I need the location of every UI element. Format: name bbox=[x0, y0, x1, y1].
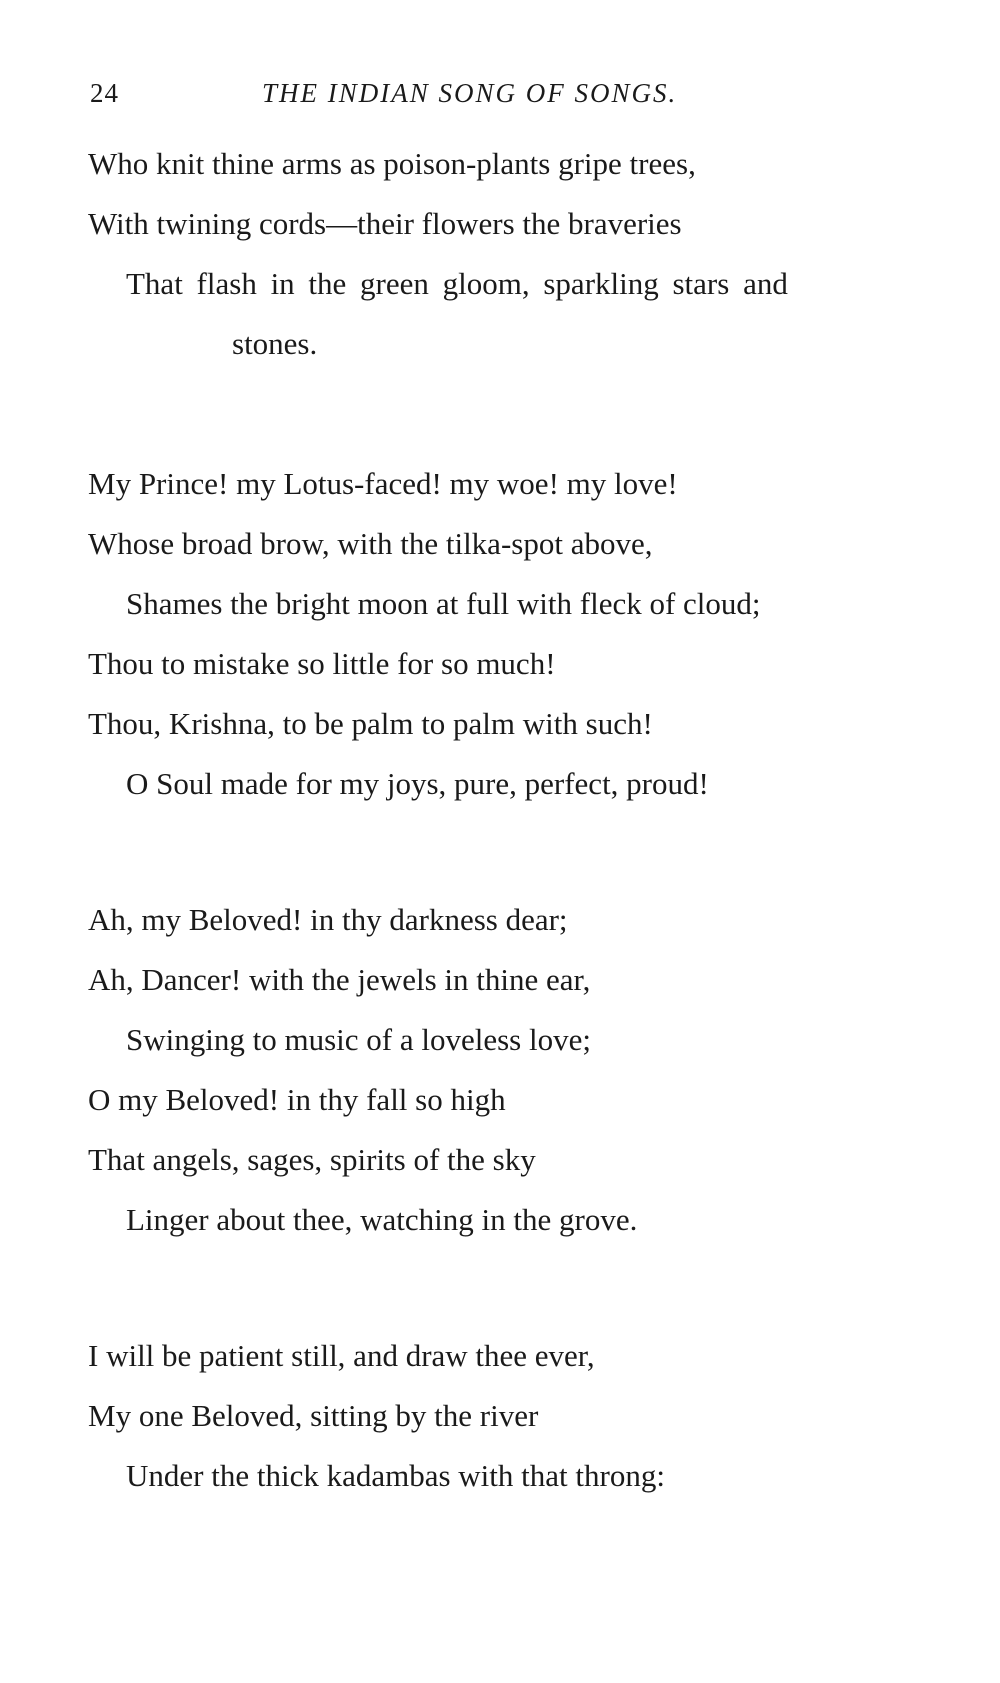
poem-line: My one Beloved, sitting by the river bbox=[88, 1398, 539, 1433]
poem-line: Ah, my Beloved! in thy darkness dear; bbox=[88, 902, 568, 937]
poem-line: Linger about thee, watching in the grove. bbox=[126, 1202, 638, 1237]
poem-line: Shames the bright moon at full with fleck of cloud; bbox=[126, 586, 761, 621]
poem-line: My Prince! my Lotus-faced! my woe! my love! bbox=[88, 466, 678, 501]
running-title: THE INDIAN SONG OF SONGS. bbox=[262, 78, 678, 108]
page-header bbox=[0, 78, 1000, 118]
poem-line: Swinging to music of a loveless love; bbox=[126, 1022, 591, 1057]
poem-line: That angels, sages, spirits of the sky bbox=[88, 1142, 536, 1177]
poem-line: Thou, Krishna, to be palm to palm with such! bbox=[88, 706, 653, 741]
poem-line: That flash in the green gloom, sparkling stars and bbox=[126, 266, 788, 301]
poem-line: Under the thick kadambas with that throng: bbox=[126, 1458, 665, 1493]
poem-line: O my Beloved! in thy fall so high bbox=[88, 1082, 506, 1117]
poem-line: With twining cords—their flowers the braveries bbox=[88, 206, 682, 241]
poem-line: stones. bbox=[232, 326, 318, 361]
poem-line: I will be patient still, and draw thee ever, bbox=[88, 1338, 595, 1373]
poem-line: Ah, Dancer! with the jewels in thine ear, bbox=[88, 962, 591, 997]
poem-line: Who knit thine arms as poison-plants gripe trees, bbox=[88, 146, 696, 181]
poem-line: Thou to mistake so little for so much! bbox=[88, 646, 556, 681]
poem-line: Whose broad brow, with the tilka-spot above, bbox=[88, 526, 653, 561]
page-number: 24 bbox=[90, 78, 119, 108]
poem-line: O Soul made for my joys, pure, perfect, proud! bbox=[126, 766, 709, 801]
